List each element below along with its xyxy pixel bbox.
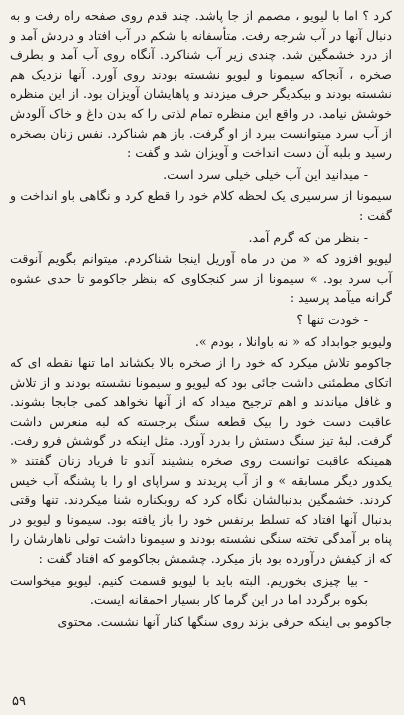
page-text bbox=[10, 6, 392, 631]
page-number: ۵۹ bbox=[12, 694, 26, 709]
paragraph: سیمونا از سرسیری یک لحظه کلام خود را قطع کرد و نگاهی باو انداخت و گفت : bbox=[10, 188, 392, 223]
paragraph: ولیویو جوابداد که « نه باوانلا ، بودم ». bbox=[194, 333, 392, 349]
dialogue-line: - بنظر من که گرم آمد. bbox=[248, 229, 368, 245]
paragraph: جاکومو تلاش میکرد که خود را از صخره بالا بکشاند اما تنها نقطه ای که اتکای مطمئنی داشت جائی بود که لیویو و سیمونا نشسته بودند و از تلاش و غافل میاندند و اهم ترجیح میداد که از آنها نخواهد کمی جابجا بشوند. عاقبت دست خود را بیک قطعه سنگ برجسته که لبه منعرس داشت گرفت. لبۀ تیز سنگ دستش را بدرد آورد. مثل اینکه در گوشش فرو رفت. همینکه عاقبت توانست روی صخره بنشیند آندو تا فریاد زنان گفتند « یکدور دیگر مسابقه » و از آب پریدند و سراپای او را با پشنگه آب خیس کردند. خشمگین بدنبالشان نگاه کرد که روبکناره شنا میکردند. تنها وقتی بدنبال آنها افتاد که تسلط برنفس خود را باز یافته بود. سیمونا و لیویو در پناه بر آمدگی تخته سنگی نشسته بودند و سیمونا داشت تولی ناهارشان را که از کیفش درآورده بود باز میکرد. چشمش بجاکومو که افتاد گفت : bbox=[10, 355, 392, 567]
dialogue-line: - بیا چیزی بخوریم. البته باید با لیویو قسمت کنیم. لیویو میخواست بکوه برگردد اما در این گرما کار بسیار احمقانه ایست. bbox=[10, 572, 368, 608]
dialogue-line: - میدانید این آب خیلی خیلی سرد است. bbox=[163, 166, 368, 182]
paragraph: کرد ؟ اما با لیویو ، مصمم از جا پاشد. چند قدم روی صفحه راه رفت و به دنبال آنها در آب شرجه رفت. متأسفانه با شکم در آب افتاد و دردش آمد و از درد خشمگین شد. چندی زیر آب شناکرد. آنگاه روی آب آمد و بطرف صخره ، آنجاکه سیمونا و لیویو نشسته بودند روی آورد. آنها نزدیک هم نشسته بودند و بیکدیگر حرف میزدند و پاهایشان آویزان بود. از این منظره خوشش نیامد. در واقع این منظره تمام لذتی را که بدن داغ و خاک آلودش از آب سرد میتوانست ببرد از او گرفت. باز هم شناکرد. نفس زنان بصخره رسید و بلبه آن دست انداخت و آویزان شد و گفت : bbox=[10, 8, 392, 161]
paragraph: جاکومو بی اینکه حرفی بزند روی سنگها کنار آنها نشست. محتوی bbox=[57, 613, 392, 629]
dialogue-line: - خودت تنها ؟ bbox=[296, 311, 368, 327]
paragraph: لیویو افزود که « من در ماه آوریل اینجا شناکردم. میتوانم بگویم آنوقت آب سرد بود. » سیمونا از سر کنجکاوی که بنظر جاکومو تا حدی عشوه گرانه میآمد پرسید : bbox=[10, 251, 392, 306]
